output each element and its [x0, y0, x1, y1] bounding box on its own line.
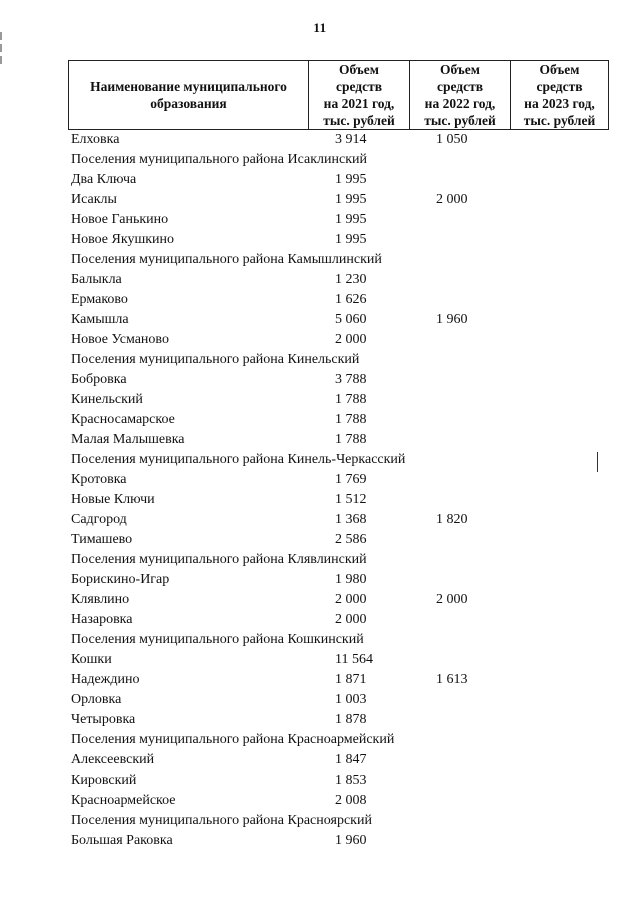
table-row	[0, 510, 640, 530]
row-value-2021: 2 000	[335, 332, 367, 348]
row-value-2021: 3 914	[335, 132, 367, 147]
table-row	[0, 690, 640, 710]
table-row	[0, 130, 640, 150]
row-value-2021: 1 995	[335, 232, 367, 248]
row-value-2021: 1 960	[335, 832, 367, 848]
row-value-2021: 1 853	[335, 772, 367, 788]
table-row	[0, 470, 640, 490]
table-row	[0, 530, 640, 550]
row-name: Елховка	[71, 132, 120, 147]
table-row	[0, 330, 640, 350]
row-value-2021: 1 980	[335, 572, 367, 588]
page-number: 11	[313, 20, 327, 35]
row-name: Орловка	[71, 692, 122, 708]
row-name: Клявлино	[71, 592, 130, 608]
row-name: Кротовка	[71, 472, 127, 488]
row-value-2021: 3 788	[335, 372, 367, 388]
row-value-2021: 1 847	[335, 752, 367, 768]
table-row	[0, 590, 640, 610]
left-edge-tick	[0, 56, 2, 64]
header-2023: Объем средств на 2023 год, тыс. рублей	[510, 61, 608, 129]
row-value-2021: 1 878	[335, 712, 367, 728]
margin-mark	[597, 452, 598, 472]
row-name: Красносамарское	[71, 412, 175, 428]
row-name: Два Ключа	[71, 172, 137, 188]
row-name: Большая Раковка	[71, 832, 173, 848]
group-heading-row	[0, 730, 640, 750]
row-name: Садгород	[71, 512, 127, 528]
left-edge-tick	[0, 44, 2, 52]
row-name: Новое Усманово	[71, 332, 169, 348]
table-row	[0, 290, 640, 310]
row-name: Кировский	[71, 772, 137, 788]
row-name: Кошки	[71, 652, 112, 668]
group-heading-row	[0, 150, 640, 170]
row-value-2021: 1 788	[335, 392, 367, 408]
table-row	[0, 710, 640, 730]
row-name: Новые Ключи	[71, 492, 155, 508]
row-name: Поселения муниципального района Кошкинский	[71, 632, 364, 648]
group-heading-row	[0, 811, 640, 831]
row-name: Исаклы	[71, 192, 117, 208]
row-name: Назаровка	[71, 612, 133, 628]
row-name: Поселения муниципального района Клявлинский	[71, 552, 367, 568]
table-row	[0, 610, 640, 630]
row-value-2021: 1 769	[335, 472, 367, 488]
group-heading-row	[0, 450, 640, 470]
row-value-2022: 1 050	[436, 132, 468, 147]
row-name: Борискино-Игар	[71, 572, 170, 588]
table-row	[0, 310, 640, 330]
row-name: Алексеевский	[71, 752, 155, 768]
table-row	[0, 190, 640, 210]
row-value-2021: 2 008	[335, 792, 367, 808]
table-row	[0, 270, 640, 290]
table-row	[0, 430, 640, 450]
table-row	[0, 170, 640, 190]
row-value-2021: 1 995	[335, 172, 367, 188]
table-row	[0, 490, 640, 510]
row-value-2021: 2 586	[335, 532, 367, 548]
row-value-2021: 2 000	[335, 592, 367, 608]
group-heading-row	[0, 630, 640, 650]
row-value-2021: 1 512	[335, 492, 367, 508]
row-name: Поселения муниципального района Кинель-Черкасский	[71, 452, 406, 468]
row-name: Красноармейское	[71, 792, 176, 808]
row-name: Поселения муниципального района Камышлинский	[71, 252, 382, 268]
row-value-2021: 1 871	[335, 672, 367, 688]
header-2021: Объем средств на 2021 год, тыс. рублей	[308, 61, 409, 129]
row-value-2022: 1 820	[436, 512, 468, 528]
row-value-2021: 1 995	[335, 212, 367, 228]
table-row	[0, 410, 640, 430]
row-value-2021: 1 626	[335, 292, 367, 308]
table-row	[0, 570, 640, 590]
table-row	[0, 230, 640, 250]
table-header	[68, 60, 609, 130]
group-heading-row	[0, 550, 640, 570]
header-name: Наименование муниципального образования	[90, 79, 287, 111]
group-heading-row	[0, 350, 640, 370]
table-body	[0, 130, 640, 851]
row-name: Поселения муниципального района Исаклинский	[71, 152, 367, 168]
table-row	[0, 210, 640, 230]
row-name: Бобровка	[71, 372, 127, 388]
row-name: Балыкла	[71, 272, 122, 288]
header-2022: Объем средств на 2022 год, тыс. рублей	[409, 61, 510, 129]
row-name: Новое Ганькино	[71, 212, 169, 228]
row-value-2021: 1 003	[335, 692, 367, 708]
table-row	[0, 771, 640, 791]
table-row	[0, 670, 640, 690]
table-row	[0, 750, 640, 770]
row-value-2021: 1 995	[335, 192, 367, 208]
row-value-2021: 5 060	[335, 312, 367, 328]
table-row	[0, 791, 640, 811]
row-name: Новое Якушкино	[71, 232, 175, 248]
row-value-2022: 2 000	[436, 192, 468, 208]
row-name: Кинельский	[71, 392, 143, 408]
row-value-2021: 11 564	[335, 652, 373, 668]
group-heading-row	[0, 250, 640, 270]
row-value-2021: 1 788	[335, 432, 367, 448]
row-name: Тимашево	[71, 532, 133, 548]
row-name: Малая Малышевка	[71, 432, 185, 448]
row-name: Четыровка	[71, 712, 136, 728]
table-row	[0, 650, 640, 670]
row-name: Поселения муниципального района Красноармейский	[71, 732, 395, 748]
table-row	[0, 831, 640, 851]
row-name: Поселения муниципального района Кинельский	[71, 352, 360, 368]
row-value-2022: 1 960	[436, 312, 468, 328]
row-name: Надеждино	[71, 672, 140, 688]
row-name: Камышла	[71, 312, 129, 328]
row-value-2021: 1 368	[335, 512, 367, 528]
row-name: Ермаково	[71, 292, 128, 308]
row-value-2022: 2 000	[436, 592, 468, 608]
row-value-2021: 1 230	[335, 272, 367, 288]
table-row	[0, 370, 640, 390]
left-edge-tick	[0, 32, 2, 40]
table-row	[0, 390, 640, 410]
row-value-2021: 2 000	[335, 612, 367, 628]
row-value-2021: 1 788	[335, 412, 367, 428]
row-name: Поселения муниципального района Красноярский	[71, 812, 372, 828]
row-value-2022: 1 613	[436, 672, 468, 688]
